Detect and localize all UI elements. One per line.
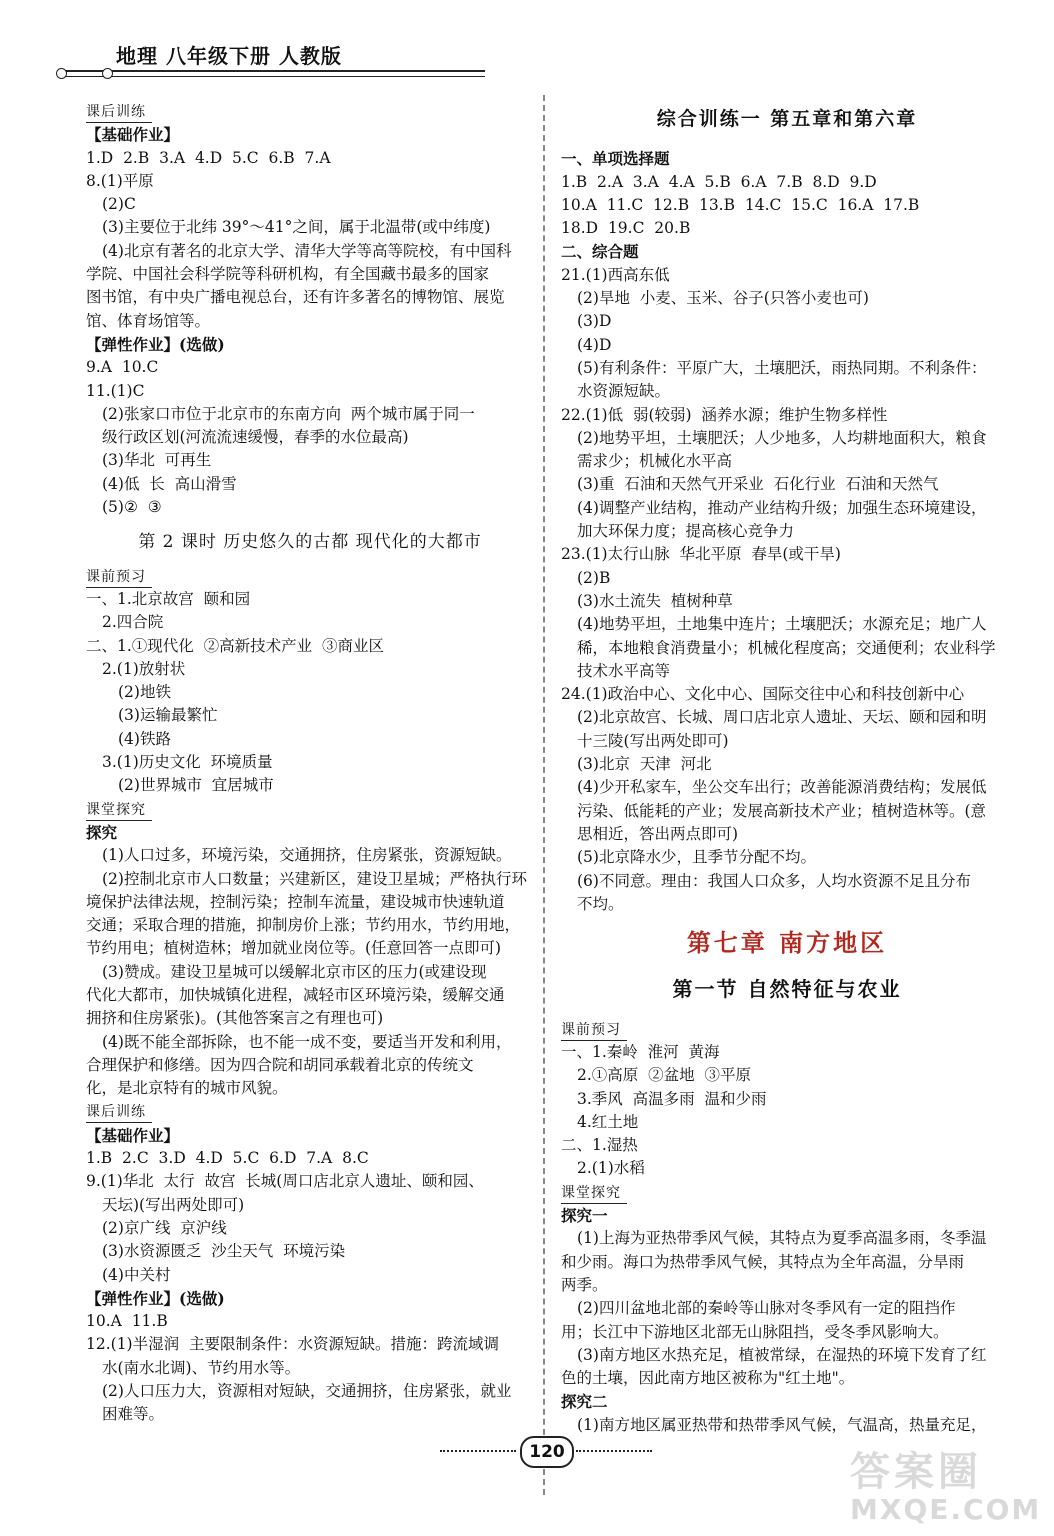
answer-line: 1.D 2.B 3.A 4.D 5.C 6.B 7.A xyxy=(86,148,331,167)
answer-line: 2.四合院 xyxy=(102,613,164,632)
answer-line: (2)人口压力大，资源相对短缺，交通拥挤，住房紧张，就业 xyxy=(102,1382,512,1401)
answer-line: (2)张家口市位于北京市的东南方向 两个城市属于同一 xyxy=(102,404,475,423)
header-title: 地理 八年级下册 人教版 xyxy=(116,44,342,68)
section-label: 【基础作业】 xyxy=(86,125,180,145)
section-label: 一、单项选择题 xyxy=(561,149,670,169)
answer-line: 合理保护和修缮。因为四合院和胡同承载着北京的传统文 xyxy=(86,1055,474,1074)
answer-line: 境保护法律法规，控制污染；控制车流量，建设城市快速轨道 xyxy=(86,892,505,911)
section-tag: 课后训练 xyxy=(86,1100,534,1123)
answer-line: 10.A 11.B xyxy=(86,1312,168,1331)
section-tag: 课前预习 xyxy=(86,565,534,588)
answer-line: 18.D 19.C 20.B xyxy=(561,219,691,238)
answer-line: 两季。 xyxy=(561,1275,608,1294)
answer-line: 学院、中国社会科学院等科研机构，有全国藏书最多的国家 xyxy=(86,265,490,284)
answer-line: (1)人口过多，环境污染，交通拥挤，住房紧张，资源短缺。 xyxy=(102,846,512,865)
answer-line: 加大环保力度；提高核心竞争力 xyxy=(577,522,795,541)
answer-line: (2)地铁 xyxy=(118,683,171,702)
answer-line: 1.B 2.A 3.A 4.A 5.B 6.A 7.B 8.D 9.D xyxy=(561,172,877,191)
answer-line: (3)水土流失 植树种草 xyxy=(577,591,733,610)
answer-line: (4)少开私家车，坐公交车出行；改善能源消费结构；发展低 xyxy=(577,778,987,797)
answer-line: (6)不同意。理由：我国人口众多，人均水资源不足且分布 xyxy=(577,871,971,890)
answer-line: (2)北京故宫、长城、周口店北京人遗址、天坛、颐和园和明 xyxy=(577,708,987,727)
answer-line: (3)水资源匮乏 沙尘天气 环境污染 xyxy=(102,1242,346,1261)
watermark-logo: 答案圈 MXQE.COM xyxy=(850,1449,1042,1526)
answer-line: (2)世界城市 宜居城市 xyxy=(118,776,274,795)
answer-line: 馆、体育场馆等。 xyxy=(86,311,211,330)
answer-line: 21.(1)西高东低 xyxy=(561,265,670,284)
answer-line: (4)中关村 xyxy=(102,1265,171,1284)
answer-line: (5)北京降水少，且季节分配不均。 xyxy=(577,848,816,867)
answer-line: 12.(1)半湿润 主要限制条件：水资源短缺。措施：跨流域调 xyxy=(86,1335,499,1354)
answer-line: 困难等。 xyxy=(102,1405,165,1424)
answer-line: (3)重 石油和天然气开采业 石化行业 石油和天然气 xyxy=(577,475,939,494)
answer-line: (2)地势平坦，土壤肥沃；人少地多，人均耕地面积大，粮食 xyxy=(577,428,987,447)
answer-line: 1.B 2.C 3.D 4.D 5.C 6.D 7.A 8.C xyxy=(86,1149,369,1168)
answer-line: 9.(1)华北 太行 故宫 长城(周口店北京人遗址、颐和园、 xyxy=(86,1172,484,1191)
answer-line: 图书馆，有中央广播电视总台，还有许多著名的博物馆、展览 xyxy=(86,288,505,307)
answer-line: 和少雨。海口为热带季风气候，其特点为全年高温，分旱雨 xyxy=(561,1252,965,1271)
section-tag: 课后训练 xyxy=(86,100,534,123)
section-label: 【弹性作业】(选做) xyxy=(86,1288,225,1308)
answer-line: 水资源短缺。 xyxy=(577,382,671,401)
chapter-heading: 第七章 南方地区 xyxy=(686,929,888,958)
answer-line: 3.(1)历史文化 环境质量 xyxy=(102,753,273,772)
answer-line: 2.(1)放射状 xyxy=(102,659,186,678)
exercise-heading: 综合训练一 第五章和第六章 xyxy=(656,108,918,130)
answer-line: (3)南方地区水热充足，植被常绿，在湿热的环境下发育了红 xyxy=(577,1345,987,1364)
answer-line: 不均。 xyxy=(577,894,624,913)
answer-line: 4.红土地 xyxy=(577,1112,639,1131)
answer-line: (3)主要位于北纬 39°～41°之间，属于北温带(或中纬度) xyxy=(102,218,491,237)
page-dots-right xyxy=(576,1450,652,1452)
answer-line: 2.①高原 ②盆地 ③平原 xyxy=(577,1066,751,1085)
answer-line: 一、1.秦岭 淮河 黄海 xyxy=(561,1042,720,1061)
answer-line: 色的土壤，因此南方地区被称为"红土地"。 xyxy=(561,1369,855,1388)
answer-line: 十三陵(写出两处即可) xyxy=(577,731,729,750)
answer-line: (4)北京有著名的北京大学、清华大学等高等院校，有中国科 xyxy=(102,241,512,260)
answer-line: (4)D xyxy=(577,335,612,354)
section-label: 探究二 xyxy=(561,1392,608,1412)
section-heading: 第一节 自然特征与农业 xyxy=(672,977,902,1002)
answer-line: 级行政区划(河流流速缓慢，春季的水位最高) xyxy=(102,428,409,447)
answer-line: 化，是北京特有的城市风貌。 xyxy=(86,1079,288,1098)
answer-line: 2.(1)水稻 xyxy=(577,1159,645,1178)
answer-line: (2)京广线 京沪线 xyxy=(102,1218,227,1237)
answer-line: (1)上海为亚热带季风气候，其特点为夏季高温多雨，冬季温 xyxy=(577,1229,987,1248)
answer-line: 拥挤和住房紧张)。(其他答案言之有理也可) xyxy=(86,1009,384,1028)
answer-line: (3)运输最繁忙 xyxy=(118,706,218,725)
page-number: 120 xyxy=(520,1436,574,1468)
answer-line: (4)地势平坦，土地集中连片；土壤肥沃；水源充足；地广人 xyxy=(577,615,987,634)
answer-line: (1)南方地区属亚热带和热带季风气候，气温高，热量充足， xyxy=(577,1415,987,1434)
answer-line: (5)② ③ xyxy=(102,498,162,517)
answer-line: 二、1.湿热 xyxy=(561,1136,638,1155)
answer-line: (3)赞成。建设卫星城可以缓解北京市区的压力(或建设现 xyxy=(102,962,487,981)
header-rule xyxy=(60,70,485,72)
answer-line: (2)四川盆地北部的秦岭等山脉对冬季风有一定的阻挡作 xyxy=(577,1299,956,1318)
section-label: 二、综合题 xyxy=(561,242,639,262)
answer-line: (2)旱地 小麦、玉米、谷子(只答小麦也可) xyxy=(577,289,869,308)
header-dot-left xyxy=(56,68,67,79)
section-tag: 课前预习 xyxy=(561,1018,1013,1041)
answer-line: 11.(1)C xyxy=(86,381,145,400)
section-label: 【弹性作业】(选做) xyxy=(86,334,225,354)
answer-line: (5)有利条件：平原广大，土壤肥沃，雨热同期。不利条件： xyxy=(577,358,987,377)
answer-line: 技术水平高等 xyxy=(577,661,671,680)
answer-line: (2)C xyxy=(102,195,136,214)
page-dots-left xyxy=(440,1450,516,1452)
right-column xyxy=(561,100,1013,1437)
answer-line: 稀，本地粮食消费量小；机械化程度高；交通便利；农业科学 xyxy=(577,638,996,657)
header-dot-right xyxy=(102,68,113,79)
answer-line: 24.(1)政治中心、文化中心、国际交往中心和科技创新中心 xyxy=(561,685,965,704)
answer-line: 一、1.北京故宫 颐和园 xyxy=(86,589,251,608)
header-rule-thin xyxy=(60,76,485,77)
answer-line: (2)B xyxy=(577,568,611,587)
answer-line: 节约用电；植树造林；增加就业岗位等。(任意回答一点即可) xyxy=(86,939,502,958)
answer-line: 10.A 11.C 12.B 13.B 14.C 15.C 16.A 17.B xyxy=(561,195,920,214)
answer-line: (3)北京 天津 河北 xyxy=(577,755,712,774)
answer-line: (2)控制北京市人口数量；兴建新区，建设卫星城；严格执行环 xyxy=(102,869,527,888)
answer-line: (4)铁路 xyxy=(118,729,171,748)
section-label: 【基础作业】 xyxy=(86,1125,180,1145)
column-divider xyxy=(543,95,545,1495)
section-tag: 课堂探究 xyxy=(86,798,534,821)
answer-line: 代化大都市，加快城镇化进程，减轻市区环境污染，缓解交通 xyxy=(86,985,505,1004)
answer-line: (4)调整产业结构，推动产业结构升级；加强生态环境建设， xyxy=(577,498,987,517)
answer-line: (4)既不能全部拆除，也不能一成不变，要适当开发和利用， xyxy=(102,1032,512,1051)
left-column xyxy=(86,100,534,1427)
answer-line: 3.季风 高温多雨 温和少雨 xyxy=(577,1089,767,1108)
answer-line: (3)华北 可再生 xyxy=(102,451,212,470)
section-tag: 课堂探究 xyxy=(561,1181,1013,1204)
answer-line: 用；长江中下游地区北部无山脉阻挡，受冬季风影响大。 xyxy=(561,1322,949,1341)
answer-line: 需求少；机械化水平高 xyxy=(577,452,733,471)
answer-line: 思相近，答出两点即可) xyxy=(577,824,739,843)
answer-line: 二、1.①现代化 ②高新技术产业 ③商业区 xyxy=(86,636,384,655)
answer-line: 水(南水北调)、节约用水等。 xyxy=(102,1358,301,1377)
lesson-heading: 第 2 课时 历史悠久的古都 现代化的大都市 xyxy=(138,532,482,553)
section-label: 探究一 xyxy=(561,1206,608,1226)
answer-line: 交通；采取合理的措施，抑制房价上涨；节约用水，节约用地， xyxy=(86,916,521,935)
answer-line: (4)低 长 高山滑雪 xyxy=(102,474,237,493)
answer-line: 天坛)(写出两处即可) xyxy=(102,1195,245,1214)
answer-line: 9.A 10.C xyxy=(86,358,159,377)
answer-line: 8.(1)平原 xyxy=(86,171,154,190)
section-label: 探究 xyxy=(86,822,118,842)
answer-line: 23.(1)太行山脉 华北平原 春旱(或干旱) xyxy=(561,545,841,564)
answer-line: 污染、低能耗的产业；发展高新技术产业；植树造林等。(意 xyxy=(577,801,987,820)
answer-line: 22.(1)低 弱(较弱) 涵养水源；维护生物多样性 xyxy=(561,405,888,424)
answer-line: (3)D xyxy=(577,312,612,331)
